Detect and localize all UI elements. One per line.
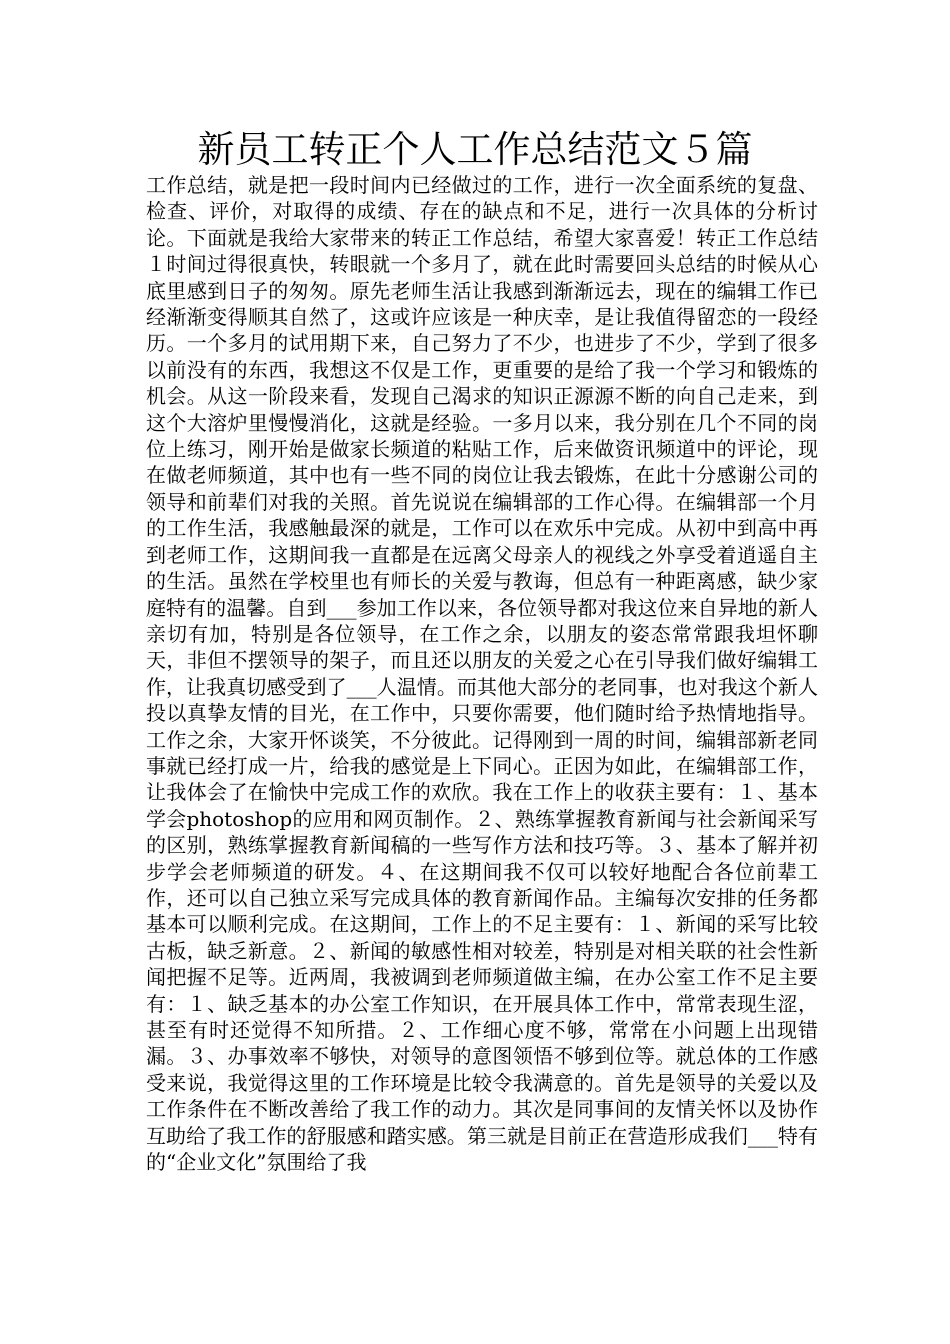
document-body: 工作总结，就是把一段时间内已经做过的工作，进行一次全面系统的复盘、检查、评价，对取得的成绩、存在的缺点和不足，进行一次具体的分析讨论。下面就是我给大家带来的转正工作总结，希望大家喜爱！转正工作总结１时间过得很真快，转眼就一个多月了，就在此时需要回头总结的时候从心底里感到日子的匆匆。原先老师生活让我感到渐渐远去，现在的编辑工作已经渐渐变得顺其自然了，这或许应该是一种庆幸，是让我值得留恋的一段经历。一个多月的试用期下来，自己努力了不少，也进步了不少，学到了很多以前没有的东西，我想这不仅是工作，更重要的是给了我一个学习和锻炼的机会。从这一阶段来看，发现自己渴求的知识正源源不断的向自己走来，到这个大溶炉里慢慢消化，这就是经验。一多月以来，我分别在几个不同的岗位上练习，刚开始是做家长频道的粘贴工作，后来做资讯频道中的评论，现在做老师频道，其中也有一些不同的岗位让我去锻炼，在此十分感谢公司的领导和前辈们对我的关照。首先说说在编辑部的工作心得。在编辑部一个月的工作生活，我感触最深的就是，工作可以在欢乐中完成。从初中到高中再到老师工作，这期间我一直都是在远离父母亲人的视线之外享受着逍遥自主的生活。虽然在学校里也有师长的关爱与教诲，但总有一种距离感，缺少家庭特有的温馨。自到___参加工作以来，各位领导都对我这位来自异地的新人亲切有加，特别是各位领导，在工作之余，以朋友的姿态常常跟我坦怀聊天，非但不摆领导的架子，而且还以朋友的关爱之心在引导我们做好编辑工作，让我真切感受到了___人温情。而其他大部分的老同事，也对我这个新人投以真挚友情的目光，在工作中，只要你需要，他们随时给予热情地指导。工作之余，大家开怀谈笑，不分彼此。记得刚到一周的时间，编辑部新老同事就已经打成一片，给我的感觉是上下同心。正因为如此，在编辑部工作，让我体会了在愉快中完成工作的欢欣。我在工作上的收获主要有：１、基本学会photoshop的应用和网页制作。２、熟练掌握教育新闻与社会新闻采写的区别，熟练掌握教育新闻稿的一些写作方法和技巧等。３、基本了解并初步学会老师频道的研发。４、在这期间我不仅可以较好地配合各位前辈工作，还可以自己独立采写完成具体的教育新闻作品。主编每次安排的任务都基本可以顺利完成。在这期间，工作上的不足主要有：１、新闻的采写比较古板，缺乏新意。２、新闻的敏感性相对较差，特别是对相关联的社会性新闻把握不足等。近两周，我被调到老师频道做主编，在办公室工作不足主要有：１、缺乏基本的办公室工作知识，在开展具体工作中，常常表现生涩，甚至有时还觉得不知所措。２、工作细心度不够，常常在小问题上出现错漏。３、办事效率不够快，对领导的意图领悟不够到位等。就总体的工作感受来说，我觉得这里的工作环境是比较令我满意的。首先是领导的关爱以及工作条件在不断改善给了我工作的动力。其次是同事间的友情关怀以及协作互助给了我工作的舒服感和踏实感。第三就是目前正在营造形成我们___特有的“企业文化”氛围给了我 bbox=[146, 173, 818, 1175]
document-title: 新员工转正个人工作总结范文５篇 bbox=[197, 128, 753, 171]
